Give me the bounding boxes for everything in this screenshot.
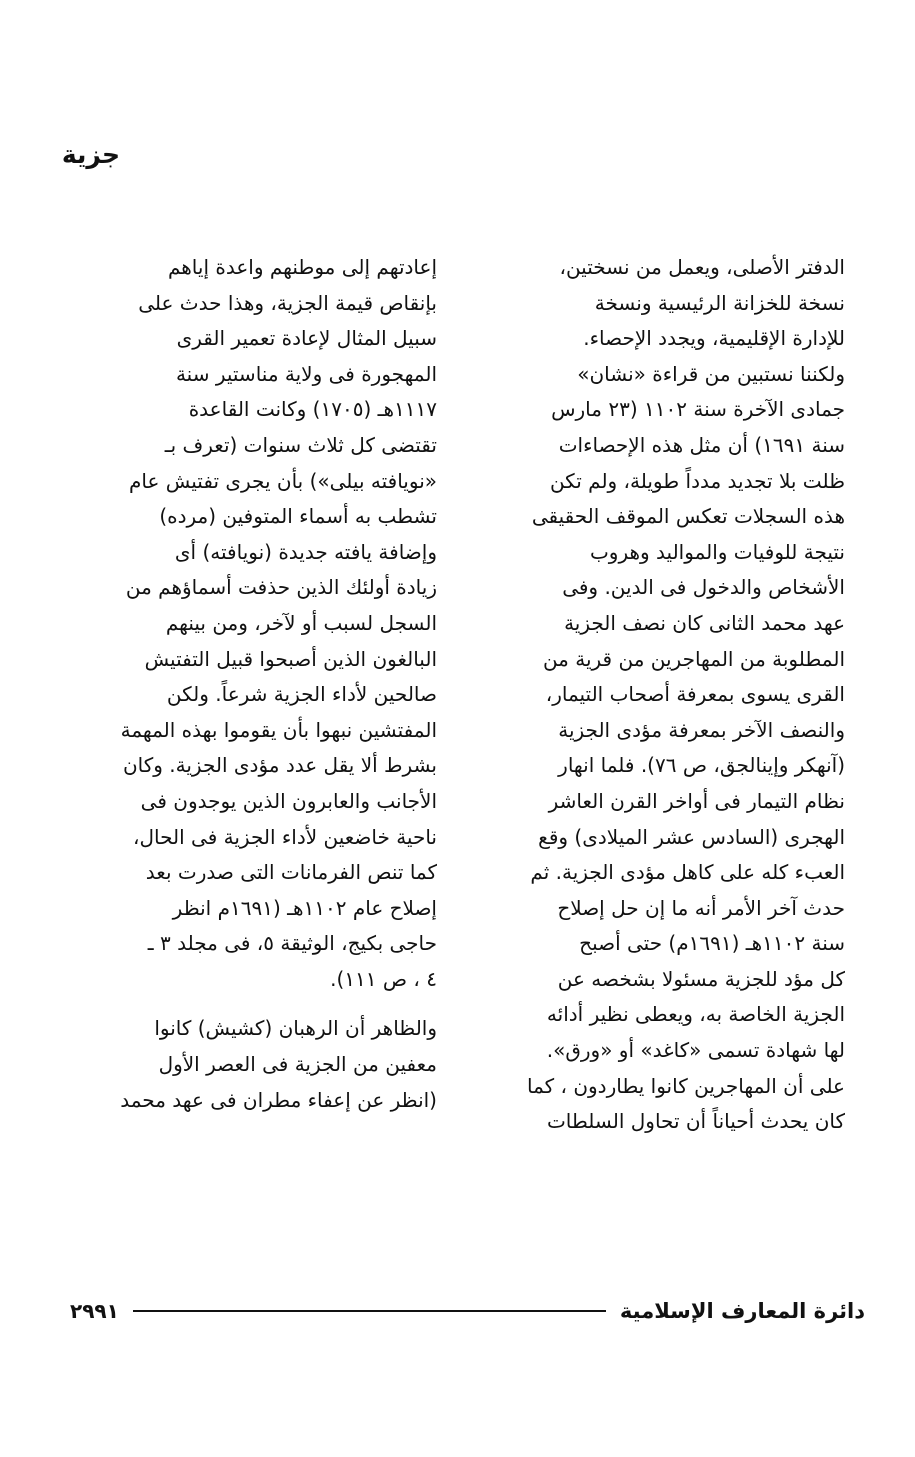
publication-title: دائرة المعارف الإسلامية <box>619 1299 865 1323</box>
text-line: العبء كله على كاهل مؤدى الجزية. ثم <box>530 860 845 885</box>
text-line: السجل لسبب أو لآخر، ومن بينهم <box>165 610 437 635</box>
text-line: ٤ ، ص ١١١). <box>330 966 437 991</box>
text-line: صالحين لأداء الجزية شرعاً. ولكن <box>166 682 437 707</box>
text-line: إعادتهم إلى موطنهم واعدة إياهم <box>167 255 437 279</box>
text-line: القرى يسوى بمعرفة أصحاب التيمار، <box>545 682 845 707</box>
text-line: الدفتر الأصلى، ويعمل من نسختين، <box>559 255 845 279</box>
text-line: زيادة أولئك الذين حذفت أسماؤهم من <box>125 575 437 600</box>
right-column <box>473 250 845 1140</box>
text-line: حدث آخر الأمر أنه ما إن حل إصلاح <box>557 895 845 920</box>
text-line: هذه السجلات تعكس الموقف الحقيقى <box>531 504 845 529</box>
text-line: والنصف الآخر بمعرفة مؤدى الجزية <box>558 717 845 742</box>
text-line: ناحية خاضعين لأداء الجزية فى الحال، <box>133 824 437 849</box>
text-line: «نويافته بيلى») بأن يجرى تفتيش عام <box>128 468 437 493</box>
text-line: ولكننا نستبين من قراءة «نشان» <box>577 361 845 386</box>
text-line: نسخة للخزانة الرئيسية ونسخة <box>594 290 845 315</box>
text-line: عهد محمد الثانى كان نصف الجزية <box>564 610 845 635</box>
page-number: ٢٩٩١ <box>70 1299 119 1323</box>
text-line: الأجانب والعابرون الذين يوجدون فى <box>140 788 437 813</box>
text-line: كان يحدث أحياناً أن تحاول السلطات <box>546 1109 845 1134</box>
text-line: كل مؤد للجزية مسئولا بشخصه عن <box>557 966 845 991</box>
text-line: على أن المهاجرين كانوا يطاردون ، كما <box>526 1073 845 1098</box>
text-line: معفين من الجزية فى العصر الأول <box>158 1052 437 1077</box>
text-line: الأشخاص والدخول فى الدين. وفى <box>562 575 845 600</box>
text-line: تشطب به أسماء المتوفين (مرده) <box>159 504 437 529</box>
text-line: ١١١٧هـ (١٧٠٥) وكانت القاعدة <box>188 397 437 422</box>
text-line: بشرط ألا يقل عدد مؤدى الجزية. وكان <box>122 753 437 778</box>
text-line: سنة ١٦٩١) أن مثل هذه الإحصاءات <box>558 432 845 457</box>
paragraph-gap <box>65 997 437 1011</box>
page-footer <box>70 1294 865 1328</box>
text-line: (انظر عن إعفاء مطران فى عهد محمد <box>120 1087 437 1112</box>
text-line: كما تنص الفرمانات التى صدرت بعد <box>145 860 437 885</box>
footer-divider <box>133 1310 606 1312</box>
text-line: المطلوبة من المهاجرين من قرية من <box>542 646 845 671</box>
text-line: نتيجة للوفيات والمواليد وهروب <box>589 539 845 564</box>
section-title: جزية <box>61 140 120 169</box>
text-line: (آنهكر وإينالجق، ص ٧٦). فلما انهار <box>558 753 845 778</box>
text-line: حاجى بكيج، الوثيقة ٥، فى مجلد ٣ ـ <box>147 931 437 956</box>
text-line: الجزية الخاصة به، ويعطى نظير أدائه <box>546 1002 845 1027</box>
text-line: إصلاح عام ١١٠٢هـ (١٦٩١م انظر <box>172 895 437 920</box>
text-line: وإضافة يافته جديدة (نويافته) أى <box>174 539 437 564</box>
text-line: المفتشين نبهوا بأن يقوموا بهذه المهمة <box>120 717 437 742</box>
text-line: لها شهادة تسمى «كاغد» أو «ورق». <box>546 1038 845 1063</box>
text-line: المهجورة فى ولاية مناستير سنة <box>175 361 437 386</box>
text-line: بإنقاص قيمة الجزية، وهذا حدث على <box>138 290 437 315</box>
text-line: الهجرى (السادس عشر الميلادى) وقع <box>538 824 845 849</box>
text-line: سنة ١١٠٢هـ (١٦٩١م) حتى أصبح <box>579 931 845 956</box>
text-line: ظلت بلا تجديد مدداً طويلة، ولم تكن <box>549 468 845 493</box>
text-line: تقتضى كل ثلاث سنوات (تعرف بـ <box>164 432 437 457</box>
text-line: والظاهر أن الرهبان (كشيش) كانوا <box>154 1016 437 1041</box>
text-line: البالغون الذين أصبحوا قبيل التفتيش <box>144 646 437 671</box>
text-line: جمادى الآخرة سنة ١١٠٢ (٢٣ مارس <box>551 397 845 422</box>
left-column <box>65 250 437 1118</box>
text-line: نظام التيمار فى أواخر القرن العاشر <box>548 788 845 813</box>
text-line: للإدارة الإقليمية، ويجدد الإحصاء. <box>583 326 845 351</box>
text-line: سبيل المثال لإعادة تعمير القرى <box>176 326 437 351</box>
